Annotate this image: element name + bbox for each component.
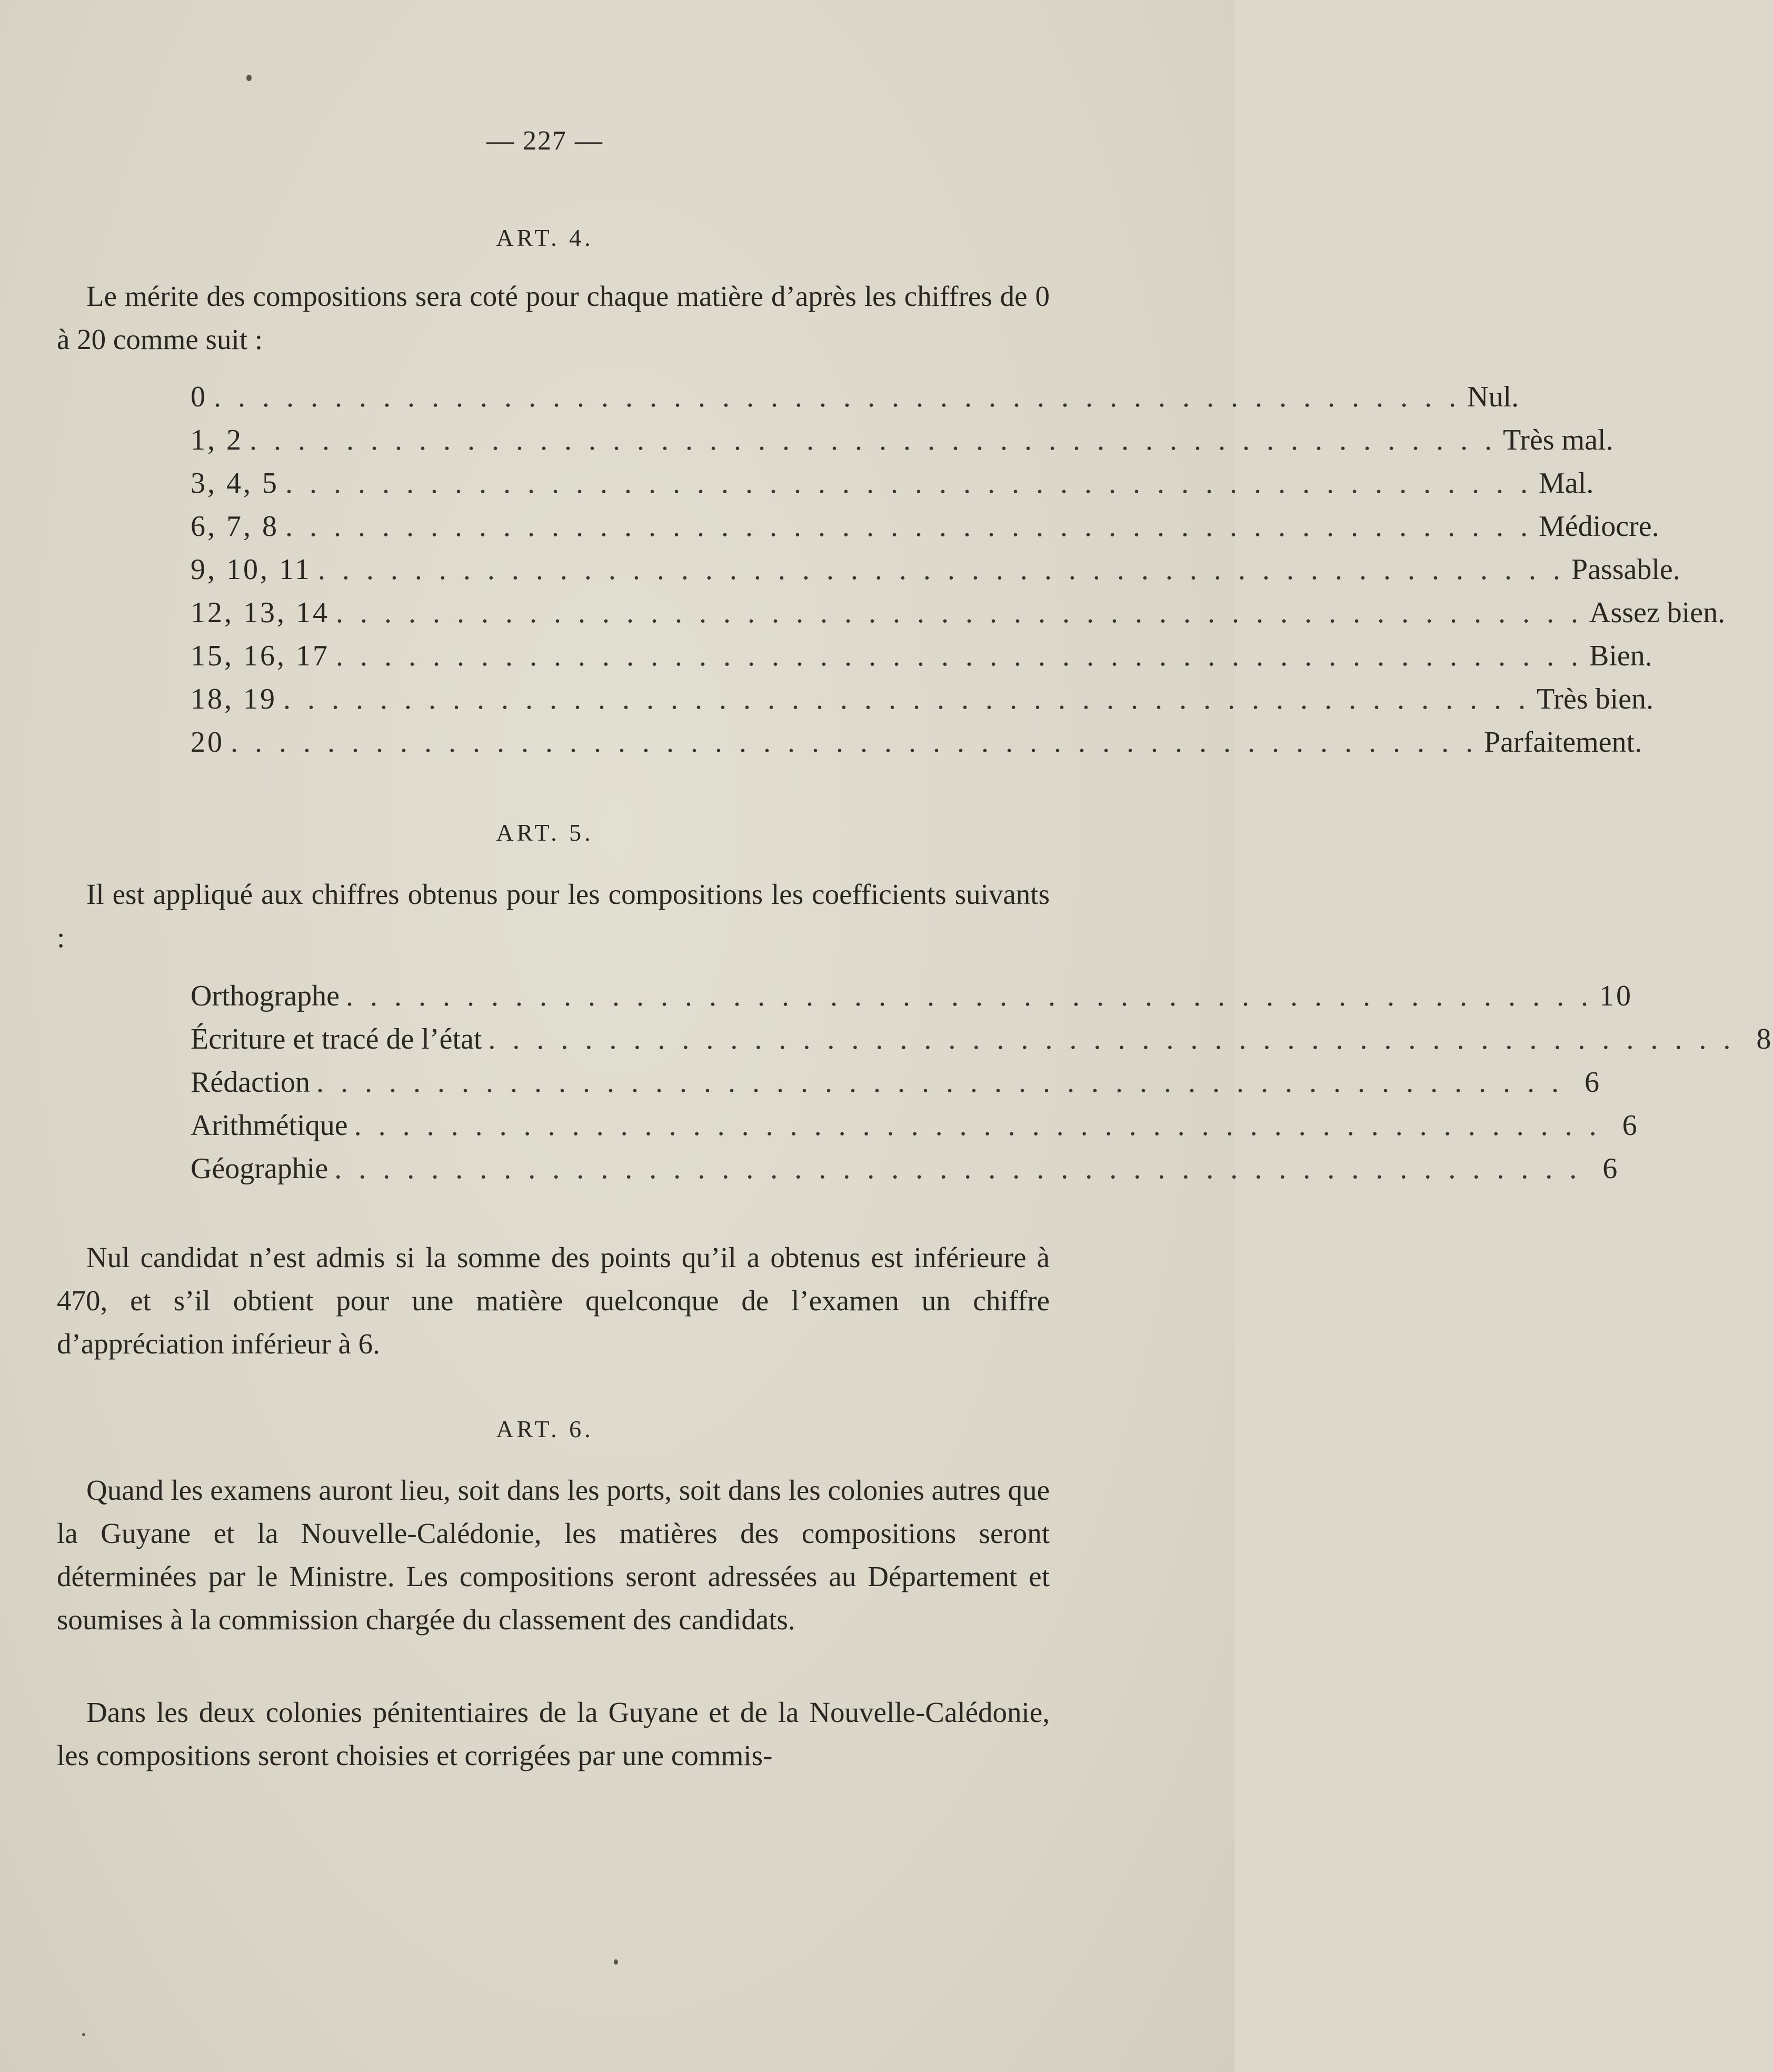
dot-leader: . . . . . . . . . . . . . . . . . . . . . . . . . . . . . . . . . . . . . . . . . . . . . . . . . . . . [250,424,1497,456]
grade-label: Très bien. [1537,683,1654,715]
grade-value: 1, 2 [191,424,243,456]
subject-name: Arithmétique [191,1109,348,1142]
coefficient-row [191,1109,1639,1152]
dot-leader: . . . . . . . . . . . . . . . . . . . . . . . . . . . . . . . . . . . . . . . . . . . . . . . . . . . . [285,510,1532,543]
grade-label: Médiocre. [1539,510,1659,543]
grade-value: 6, 7, 8 [191,510,279,543]
article-4-intro: Le mérite des compositions sera coté pour chaque matière d’après les chiffres de 0 à 20 comme suit : [57,280,1050,355]
grade-label: Mal. [1539,467,1594,500]
dot-leader: . . . . . . . . . . . . . . . . . . . . . . . . . . . . . . . . . . . . . . . . . . . . . . . . . . . . [316,1066,1564,1099]
dot-leader: . . . . . . . . . . . . . . . . . . . . . . . . . . . . . . . . . . . . . . . . . . . . . . . . . . . . [334,1152,1582,1185]
subject-name: Orthographe [191,980,340,1012]
article-6-paragraph-1: Quand les examens auront lieu, soit dans les ports, soit dans les colonies autres que la Guyane et la Nouvelle-Calédonie, les matières des compositions seront déterminées par le Ministre. Les compositions seront adressées au Département et soumises à la commission chargée du classement des candidats. [57,1474,1050,1636]
coefficient-value: 6 [1585,1066,1602,1099]
coefficient-row [191,979,1633,1022]
dot-leader: . . . . . . . . . . . . . . . . . . . . . . . . . . . . . . . . . . . . . . . . . . . . . . . . . . . . [214,381,1461,413]
dot-leader: . . . . . . . . . . . . . . . . . . . . . . . . . . . . . . . . . . . . . . . . . . . . . . . . . . . . [317,553,1565,586]
dot-leader: . . . . . . . . . . . . . . . . . . . . . . . . . . . . . . . . . . . . . . . . . . . . . . . . . . . . [336,596,1583,629]
dot-leader: . . . . . . . . . . . . . . . . . . . . . . . . . . . . . . . . . . . . . . . . . . . . . . . . . . . . [336,640,1583,672]
grade-value: 18, 19 [191,683,277,715]
grade-row [191,639,1652,682]
subject-name: Rédaction [191,1066,311,1099]
grade-label: Très mal. [1503,424,1613,456]
admission-rule: Nul candidat n’est admis si la somme des points qu’il a obtenus est inférieure à 470, et s’il obtient pour une matière quelconque de l’examen un chiffre d’appréciation inférieur à 6. [57,1241,1050,1360]
grade-label: Passable. [1571,553,1680,586]
article-5-intro: Il est appliqué aux chiffres obtenus pour les compositions les coefficients suivants : [57,878,1050,953]
grade-row [191,553,1680,596]
dot-leader: . . . . . . . . . . . . . . . . . . . . . . . . . . . . . . . . . . . . . . . . . . . . . . . . . . . . [488,1023,1736,1055]
grade-label: Parfaitement. [1484,726,1642,759]
dot-leader: . . . . . . . . . . . . . . . . . . . . . . . . . . . . . . . . . . . . . . . . . . . . . . . . . . . . [285,467,1532,500]
grade-label: Assez bien. [1589,596,1726,629]
ink-speck [614,1959,618,1965]
grading-scale [191,380,1726,769]
coefficient-value: 6 [1622,1109,1639,1142]
coefficient-value: 8 [1756,1023,1773,1055]
dot-leader: . . . . . . . . . . . . . . . . . . . . . . . . . . . . . . . . . . . . . . . . . . . . . . . . . . . . [354,1109,1601,1142]
grade-value: 20 [191,726,224,759]
dot-leader: . . . . . . . . . . . . . . . . . . . . . . . . . . . . . . . . . . . . . . . . . . . . . . . . . . . . [231,726,1478,759]
subject-name: Géographie [191,1152,328,1185]
coefficient-row [191,1152,1620,1195]
grade-value: 15, 16, 17 [191,640,330,672]
article-6-paragraph-2: Dans les deux colonies pénitentiaires de la Guyane et de la Nouvelle-Calédonie, les compositions seront choisies et corrigées par une commis- [57,1696,1050,1771]
coefficient-table [191,979,1773,1195]
coefficient-value: 10 [1599,980,1633,1012]
article-4-heading: ART. 4. [496,224,594,251]
grade-value: 0 [191,381,207,413]
coefficient-row [191,1022,1773,1065]
article-5-heading: ART. 5. [496,819,594,846]
dot-leader: . . . . . . . . . . . . . . . . . . . . . . . . . . . . . . . . . . . . . . . . . . . . . . . . . . . . [283,683,1530,715]
grade-value: 9, 10, 11 [191,553,312,586]
ink-speck [246,75,252,81]
grade-row [191,682,1654,725]
page-number: — 227 — [486,126,603,156]
grade-row [191,380,1519,423]
coefficient-value: 6 [1602,1152,1620,1185]
dot-leader: . . . . . . . . . . . . . . . . . . . . . . . . . . . . . . . . . . . . . . . . . . . . . . . . . . . . [346,980,1593,1012]
grade-row [191,466,1594,510]
grade-row [191,725,1642,769]
grade-label: Bien. [1589,640,1652,672]
grade-label: Nul. [1467,381,1519,413]
coefficient-row [191,1065,1602,1109]
article-6-heading: ART. 6. [496,1416,594,1442]
grade-value: 3, 4, 5 [191,467,279,500]
grade-value: 12, 13, 14 [191,596,330,629]
ink-speck [82,2033,85,2036]
grade-row [191,510,1659,553]
subject-name: Écriture et tracé de l’état [191,1023,482,1055]
grade-row [191,423,1613,466]
grade-row [191,596,1726,639]
